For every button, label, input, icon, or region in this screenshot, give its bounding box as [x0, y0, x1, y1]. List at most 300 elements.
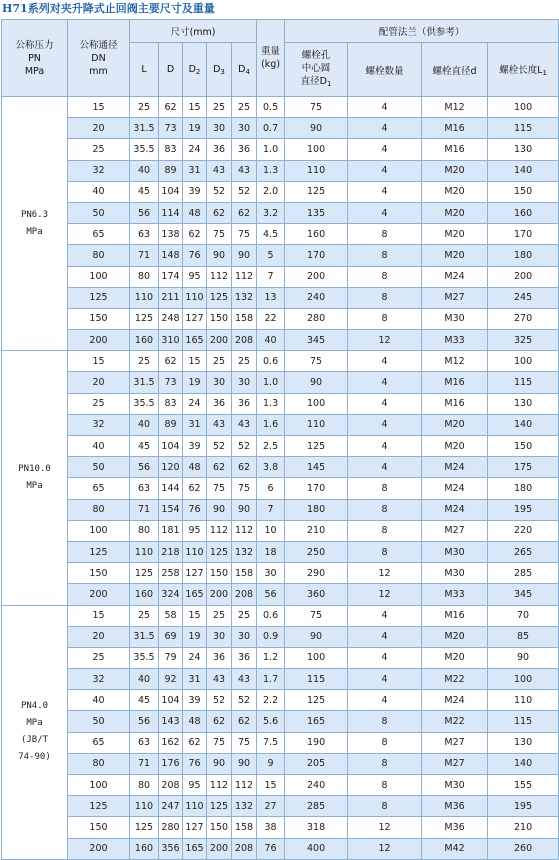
table-cell: 112 [232, 775, 257, 796]
table-cell: 158 [232, 563, 257, 584]
table-cell: 130 [488, 732, 559, 753]
table-cell: 52 [232, 181, 257, 202]
table-cell: M24 [422, 457, 488, 478]
table-cell: 8 [348, 478, 422, 499]
table-cell: 195 [488, 499, 559, 520]
table-row [2, 372, 559, 393]
table-cell: 8 [348, 796, 422, 817]
table-cell: 180 [285, 499, 348, 520]
table-row [2, 563, 559, 584]
table-cell: 3.8 [257, 457, 285, 478]
table-cell: 140 [488, 753, 559, 774]
table-cell: 24 [183, 647, 207, 668]
table-cell: 25 [68, 647, 130, 668]
table-cell: 32 [68, 160, 130, 181]
table-cell: 160 [488, 202, 559, 223]
table-cell: 6 [257, 478, 285, 499]
table-cell: 63 [130, 478, 159, 499]
table-cell: 25 [207, 97, 232, 118]
table-row [2, 478, 559, 499]
table-cell: 8 [348, 753, 422, 774]
table-cell: 150 [207, 308, 232, 329]
table-cell: 115 [488, 118, 559, 139]
table-cell: 76 [183, 499, 207, 520]
table-cell: 125 [207, 287, 232, 308]
table-cell: 195 [488, 796, 559, 817]
table-cell: 65 [68, 732, 130, 753]
table-cell: 52 [232, 690, 257, 711]
table-cell: 20 [68, 372, 130, 393]
table-cell: M24 [422, 266, 488, 287]
table-cell: 208 [159, 775, 183, 796]
table-cell: 38 [257, 817, 285, 838]
table-cell: M20 [422, 181, 488, 202]
table-cell: 4 [348, 626, 422, 647]
table-cell: M16 [422, 393, 488, 414]
table-cell: 19 [183, 372, 207, 393]
table-row [2, 160, 559, 181]
table-cell: 69 [159, 626, 183, 647]
table-row [2, 732, 559, 753]
table-cell: 73 [159, 118, 183, 139]
table-cell: 4 [348, 97, 422, 118]
table-cell: 75 [207, 224, 232, 245]
table-cell: 150 [488, 436, 559, 457]
table-cell: 40 [257, 330, 285, 351]
table-cell: 43 [207, 669, 232, 690]
table-cell: 43 [232, 414, 257, 435]
table-cell: 240 [285, 775, 348, 796]
table-cell: 90 [207, 499, 232, 520]
table-row [2, 97, 559, 118]
table-cell: 4 [348, 393, 422, 414]
table-cell: 48 [183, 711, 207, 732]
header-D2: $D_2$ [183, 43, 207, 97]
table-cell: 31 [183, 669, 207, 690]
table-cell: 4 [348, 457, 422, 478]
table-cell: 4 [348, 181, 422, 202]
table-cell: 112 [232, 266, 257, 287]
table-cell: 5 [257, 245, 285, 266]
table-cell: 132 [232, 287, 257, 308]
table-cell: 90 [232, 245, 257, 266]
table-cell: 280 [285, 308, 348, 329]
table-cell: 165 [285, 711, 348, 732]
table-cell: 165 [183, 584, 207, 605]
table-cell: 200 [68, 330, 130, 351]
table-cell: 285 [285, 796, 348, 817]
table-cell: 100 [68, 775, 130, 796]
table-row [2, 753, 559, 774]
table-cell: 2.5 [257, 436, 285, 457]
table-cell: 80 [68, 753, 130, 774]
table-cell: 30 [232, 372, 257, 393]
table-cell: 110 [285, 414, 348, 435]
table-cell: M30 [422, 308, 488, 329]
table-cell: 62 [232, 711, 257, 732]
table-cell: 95 [183, 266, 207, 287]
table-cell: 130 [488, 139, 559, 160]
table-cell: 115 [285, 669, 348, 690]
table-cell: 80 [130, 266, 159, 287]
table-cell: 31.5 [130, 118, 159, 139]
table-cell: 4 [348, 690, 422, 711]
table-cell: 9 [257, 753, 285, 774]
table-row [2, 669, 559, 690]
table-cell: 62 [207, 202, 232, 223]
table-cell: 210 [285, 520, 348, 541]
table-cell: 40 [130, 669, 159, 690]
pressure-group-label: PN10.0 MPa [2, 351, 68, 605]
table-cell: 75 [285, 605, 348, 626]
table-cell: 104 [159, 436, 183, 457]
table-cell: M16 [422, 605, 488, 626]
table-cell: 25 [68, 139, 130, 160]
table-cell: 90 [232, 499, 257, 520]
table-cell: M16 [422, 118, 488, 139]
table-row [2, 796, 559, 817]
table-cell: 83 [159, 393, 183, 414]
table-row [2, 287, 559, 308]
table-cell: 125 [68, 541, 130, 562]
table-cell: 80 [130, 520, 159, 541]
table-cell: 13 [257, 287, 285, 308]
table-cell: 90 [207, 753, 232, 774]
table-cell: 76 [183, 245, 207, 266]
table-cell: M20 [422, 160, 488, 181]
table-cell: 50 [68, 711, 130, 732]
table-cell: 79 [159, 647, 183, 668]
table-cell: 0.5 [257, 97, 285, 118]
table-row [2, 224, 559, 245]
table-cell: 150 [207, 563, 232, 584]
table-cell: 8 [348, 520, 422, 541]
table-cell: 150 [68, 817, 130, 838]
table-cell: 15 [183, 97, 207, 118]
table-cell: 150 [68, 563, 130, 584]
table-cell: 40 [130, 160, 159, 181]
table-cell: 27 [257, 796, 285, 817]
table-cell: M30 [422, 563, 488, 584]
table-cell: 8 [348, 245, 422, 266]
table-cell: 154 [159, 499, 183, 520]
table-cell: 12 [348, 330, 422, 351]
table-cell: 75 [207, 732, 232, 753]
table-cell: 114 [159, 202, 183, 223]
table-cell: 31.5 [130, 372, 159, 393]
table-cell: 310 [159, 330, 183, 351]
header-L: L [130, 43, 159, 97]
table-cell: 56 [130, 457, 159, 478]
table-cell: 160 [285, 224, 348, 245]
table-cell: 36 [232, 647, 257, 668]
table-cell: 155 [488, 775, 559, 796]
table-cell: 181 [159, 520, 183, 541]
table-row [2, 541, 559, 562]
table-cell: 4 [348, 118, 422, 139]
pressure-group-label: PN6.3 MPa [2, 97, 68, 351]
table-cell: M20 [422, 647, 488, 668]
table-row [2, 351, 559, 372]
table-cell: 50 [68, 457, 130, 478]
table-cell: 12 [348, 584, 422, 605]
table-cell: 0.9 [257, 626, 285, 647]
table-cell: 25 [130, 97, 159, 118]
table-cell: 211 [159, 287, 183, 308]
table-cell: 100 [488, 351, 559, 372]
table-cell: M27 [422, 287, 488, 308]
table-cell: 125 [285, 690, 348, 711]
table-cell: 75 [232, 224, 257, 245]
table-cell: 125 [68, 796, 130, 817]
table-cell: M30 [422, 541, 488, 562]
table-cell: 200 [488, 266, 559, 287]
table-cell: 62 [232, 457, 257, 478]
table-cell: 1.6 [257, 414, 285, 435]
table-cell: 3.2 [257, 202, 285, 223]
table-cell: 36 [207, 139, 232, 160]
table-cell: 45 [130, 436, 159, 457]
table-cell: 75 [207, 478, 232, 499]
table-cell: M20 [422, 414, 488, 435]
table-cell: 160 [130, 584, 159, 605]
table-cell: 45 [130, 690, 159, 711]
table-cell: 160 [130, 838, 159, 859]
table-cell: 200 [207, 584, 232, 605]
table-row [2, 139, 559, 160]
table-cell: 250 [285, 541, 348, 562]
table-cell: 125 [130, 308, 159, 329]
table-cell: 4 [348, 669, 422, 690]
table-cell: 65 [68, 224, 130, 245]
table-cell: 208 [232, 584, 257, 605]
table-cell: 90 [232, 753, 257, 774]
table-cell: 8 [348, 775, 422, 796]
table-cell: 39 [183, 690, 207, 711]
table-cell: 32 [68, 669, 130, 690]
table-cell: 175 [488, 457, 559, 478]
table-cell: M30 [422, 775, 488, 796]
table-row [2, 181, 559, 202]
table-cell: 4 [348, 139, 422, 160]
table-cell: 25 [130, 351, 159, 372]
table-cell: 200 [68, 584, 130, 605]
table-cell: 100 [488, 97, 559, 118]
table-cell: 1.0 [257, 139, 285, 160]
table-cell: M36 [422, 796, 488, 817]
table-cell: 31 [183, 160, 207, 181]
table-cell: 150 [488, 181, 559, 202]
table-row [2, 605, 559, 626]
table-cell: 285 [488, 563, 559, 584]
table-cell: 112 [207, 520, 232, 541]
header-weight: 重量 (kg) [257, 20, 285, 97]
table-cell: 145 [285, 457, 348, 478]
table-cell: 63 [130, 224, 159, 245]
table-cell: 71 [130, 753, 159, 774]
table-cell: 56 [130, 202, 159, 223]
table-cell: 95 [183, 520, 207, 541]
header-D4: $D_4$ [232, 43, 257, 97]
table-cell: 1.3 [257, 160, 285, 181]
table-cell: 158 [232, 817, 257, 838]
table-cell: 12 [348, 817, 422, 838]
spec-table [1, 19, 559, 860]
table-cell: 8 [348, 732, 422, 753]
table-cell: 15 [68, 605, 130, 626]
table-cell: 205 [285, 753, 348, 774]
table-cell: 58 [159, 605, 183, 626]
table-cell: 92 [159, 669, 183, 690]
table-row [2, 330, 559, 351]
table-cell: 200 [207, 330, 232, 351]
table-cell: 7 [257, 499, 285, 520]
table-cell: 36 [207, 393, 232, 414]
table-cell: 170 [488, 224, 559, 245]
table-cell: 8 [348, 287, 422, 308]
table-cell: 210 [488, 817, 559, 838]
table-cell: 15 [183, 351, 207, 372]
table-cell: 8 [348, 499, 422, 520]
table-row [2, 245, 559, 266]
table-cell: 0.6 [257, 351, 285, 372]
table-cell: 100 [68, 266, 130, 287]
header-flange-group: 配管法兰（供参考） [285, 20, 559, 43]
table-cell: 8 [348, 224, 422, 245]
table-cell: 25 [232, 97, 257, 118]
table-cell: 132 [232, 796, 257, 817]
table-row [2, 711, 559, 732]
table-cell: M24 [422, 478, 488, 499]
table-cell: 62 [232, 202, 257, 223]
table-cell: 80 [68, 245, 130, 266]
page-title: H71系列对夹升降式止回阀主要尺寸及重量 [2, 2, 215, 15]
table-cell: 130 [488, 393, 559, 414]
table-cell: 345 [488, 584, 559, 605]
table-cell: 71 [130, 245, 159, 266]
table-cell: 40 [68, 690, 130, 711]
table-cell: 90 [285, 626, 348, 647]
table-cell: 120 [159, 457, 183, 478]
table-cell: 62 [207, 711, 232, 732]
table-cell: 208 [232, 330, 257, 351]
table-cell: 89 [159, 160, 183, 181]
table-cell: 19 [183, 626, 207, 647]
table-cell: 158 [232, 308, 257, 329]
table-cell: M20 [422, 626, 488, 647]
table-cell: 125 [130, 563, 159, 584]
table-row [2, 647, 559, 668]
table-cell: 40 [130, 414, 159, 435]
table-cell: 280 [159, 817, 183, 838]
table-cell: 110 [130, 541, 159, 562]
table-cell: 170 [285, 245, 348, 266]
table-cell: 245 [488, 287, 559, 308]
table-cell: 160 [130, 330, 159, 351]
table-cell: 110 [285, 160, 348, 181]
table-cell: 0.6 [257, 605, 285, 626]
table-row [2, 775, 559, 796]
table-cell: 4 [348, 372, 422, 393]
table-cell: 140 [488, 414, 559, 435]
table-cell: M33 [422, 330, 488, 351]
table-cell: 127 [183, 308, 207, 329]
pressure-group-label: PN4.0 MPa (JB/T 74-90) [2, 605, 68, 859]
table-cell: 85 [488, 626, 559, 647]
table-cell: 180 [488, 478, 559, 499]
table-cell: 75 [232, 478, 257, 499]
table-cell: 8 [348, 308, 422, 329]
table-row [2, 838, 559, 859]
table-cell: 7 [257, 266, 285, 287]
table-cell: 43 [232, 160, 257, 181]
table-cell: 8 [348, 266, 422, 287]
table-cell: 143 [159, 711, 183, 732]
table-cell: 174 [159, 266, 183, 287]
table-cell: 140 [488, 160, 559, 181]
table-cell: 325 [488, 330, 559, 351]
table-cell: 260 [488, 838, 559, 859]
table-cell: 112 [207, 775, 232, 796]
table-cell: M20 [422, 202, 488, 223]
table-cell: M22 [422, 711, 488, 732]
table-cell: 127 [183, 563, 207, 584]
table-cell: 62 [183, 732, 207, 753]
table-cell: M12 [422, 97, 488, 118]
table-row [2, 584, 559, 605]
table-cell: 4 [348, 605, 422, 626]
table-cell: 110 [130, 287, 159, 308]
table-cell: 100 [488, 669, 559, 690]
table-cell: 18 [257, 541, 285, 562]
table-cell: 345 [285, 330, 348, 351]
table-cell: 10 [257, 520, 285, 541]
table-cell: 19 [183, 118, 207, 139]
table-row [2, 499, 559, 520]
table-cell: 90 [285, 372, 348, 393]
table-cell: 4 [348, 202, 422, 223]
table-row [2, 690, 559, 711]
table-cell: 125 [207, 541, 232, 562]
header-bolt-length: 螺栓长度$L_1$ [488, 43, 559, 97]
table-cell: 24 [183, 393, 207, 414]
table-cell: M20 [422, 245, 488, 266]
table-cell: 138 [159, 224, 183, 245]
table-cell: 90 [207, 245, 232, 266]
table-cell: M24 [422, 499, 488, 520]
table-row [2, 817, 559, 838]
table-cell: 2.2 [257, 690, 285, 711]
table-cell: 1.2 [257, 647, 285, 668]
table-cell: 70 [488, 605, 559, 626]
table-cell: 30 [232, 626, 257, 647]
table-cell: M36 [422, 817, 488, 838]
table-cell: 324 [159, 584, 183, 605]
table-cell: 132 [232, 541, 257, 562]
table-cell: 127 [183, 817, 207, 838]
table-cell: 150 [68, 308, 130, 329]
header-bolt-count: 螺栓数量 [348, 43, 422, 97]
table-cell: 125 [285, 436, 348, 457]
table-cell: 48 [183, 457, 207, 478]
table-cell: 36 [207, 647, 232, 668]
table-cell: 20 [68, 626, 130, 647]
table-cell: 12 [348, 563, 422, 584]
table-cell: 20 [68, 118, 130, 139]
table-cell: 4 [348, 647, 422, 668]
table-cell: 25 [68, 393, 130, 414]
table-cell: 248 [159, 308, 183, 329]
